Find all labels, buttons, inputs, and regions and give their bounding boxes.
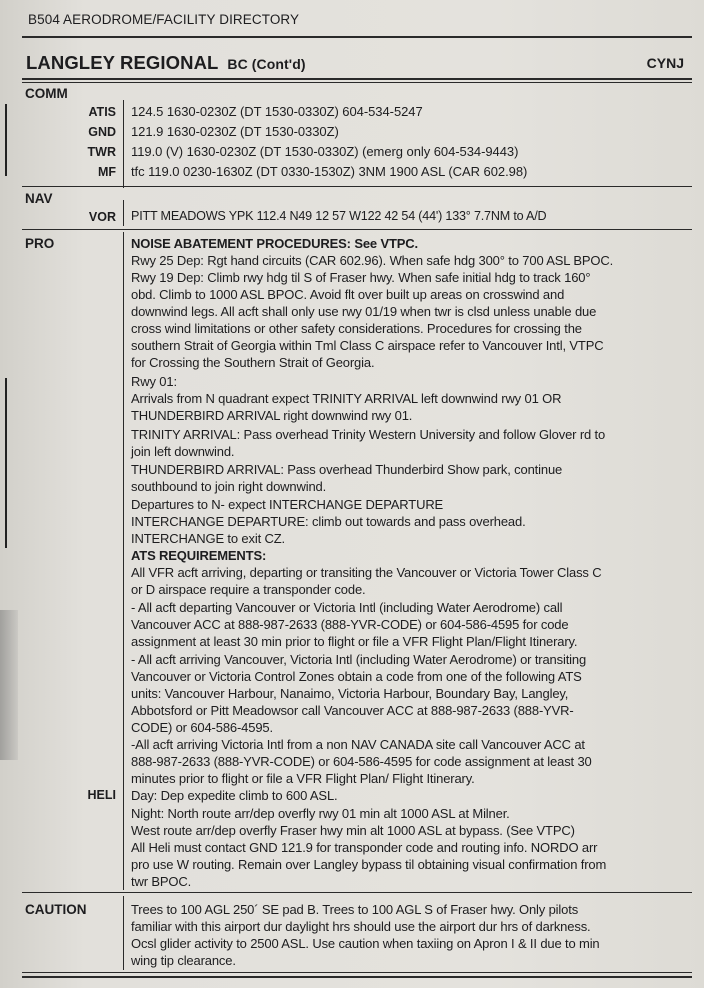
pro-line: southbound to join right downwind. — [131, 479, 327, 494]
pro-line: for Crossing the Southern Strait of Georgia. — [131, 355, 375, 370]
heli-line: Day: Dep expedite climb to 600 ASL. — [131, 788, 338, 803]
pro-line: ATS REQUIREMENTS: — [131, 548, 267, 563]
pro-line: obd. Climb to 1000 ASL BPOC. Avoid flt over built up areas on crosswind and — [131, 287, 565, 302]
pro-line: Rwy 19 Dep: Climb rwy hdg til S of Fraser hwy. When safe initial hdg to track 160° — [131, 270, 591, 285]
pro-line: Vancouver or Victoria Control Zones obtain a code from one of the following ATS — [131, 669, 582, 684]
twr-row: 119.0 (V) 1630-0230Z (DT 1530-0330Z) (emerg only 604-534-9443) — [131, 144, 519, 159]
pro-line: Rwy 01: — [131, 374, 177, 389]
comm-separator — [123, 100, 124, 188]
pro-line: or D airspace require a transponder code. — [131, 582, 366, 597]
pro-line: Vancouver ACC at 888-987-2633 (888-YVR-CODE) or 604-586-4595 for code — [131, 617, 569, 632]
pro-line: CODE) or 604-586-4595. — [131, 720, 273, 735]
header-rule — [22, 36, 692, 38]
pro-line: downwind legs. All acft shall only use rwy 01/19 when twr is clsd unless unable due — [131, 304, 597, 319]
comm-rule — [22, 186, 692, 187]
mf-row: tfc 119.0 0230-1630Z (DT 0330-1530Z) 3NM 1900 ASL (CAR 602.98) — [131, 164, 528, 179]
aerodrome-subtitle: BC (Cont'd) — [227, 56, 306, 72]
pro-label: PRO — [25, 236, 55, 251]
heli-label: HELI — [87, 788, 116, 802]
title-rule-bottom — [22, 82, 692, 83]
gnd-row: 121.9 1630-0230Z (DT 1530-0330Z) — [131, 124, 339, 139]
pro-line: TRINITY ARRIVAL: Pass overhead Trinity Western University and follow Glover rd to — [131, 427, 606, 442]
pro-line: - All acft arriving Vancouver, Victoria Intl (including Water Aerodrome) or transiting — [131, 652, 587, 667]
pro-line: Rwy 25 Dep: Rgt hand circuits (CAR 602.96). When safe hdg 300° to 700 ASL BPOC. — [131, 253, 614, 268]
nav-label: NAV — [25, 191, 53, 206]
pro-separator — [123, 232, 124, 890]
heli-line: Night: North route arr/dep overfly rwy 01 min alt 1000 ASL at Milner. — [131, 806, 510, 821]
atis-label: ATIS — [88, 105, 116, 119]
pro-line: Abbotsford or Pitt Meadowsor call Vancouver ACC at 888-987-2633 (888-YVR- — [131, 703, 574, 718]
caution-line: Trees to 100 AGL 250´ SE pad B. Trees to 100 AGL S of Fraser hwy. Only pilots — [131, 902, 579, 917]
pro-line: INTERCHANGE DEPARTURE: climb out towards and pass overhead. — [131, 514, 526, 529]
pro-rule — [22, 892, 692, 893]
pro-line: -All acft arriving Victoria Intl from a non NAV CANADA site call Vancouver ACC at — [131, 737, 585, 752]
comm-label: COMM — [25, 86, 68, 101]
scan-smudge — [0, 610, 18, 760]
heli-line: West route arr/dep overfly Fraser hwy min alt 1000 ASL at bypass. (See VTPC) — [131, 823, 575, 838]
twr-label: TWR — [87, 145, 116, 159]
pro-line: - All acft departing Vancouver or Victoria Intl (including Water Aerodrome) call — [131, 600, 563, 615]
footer-rule-top — [22, 972, 692, 973]
caution-label: CAUTION — [25, 902, 87, 917]
pro-line: units: Vancouver Harbour, Nanaimo, Victoria Harbour, Boundary Bay, Langley, — [131, 686, 569, 701]
change-bar-comm — [5, 104, 7, 176]
caution-line: wing tip clearance. — [131, 953, 236, 968]
heli-line: All Heli must contact GND 121.9 for transponder code and routing info. NORDO arr — [131, 840, 598, 855]
caution-line: Ocsl glider activity to 2500 ASL. Use caution when taxiing on Apron I & II due to min — [131, 936, 600, 951]
pro-line: cross wind limitations or other safety considerations. Procedures for crossing the — [131, 321, 582, 336]
title-rule-top — [22, 78, 692, 80]
footer-rule-bottom — [22, 976, 692, 978]
gnd-label: GND — [88, 125, 116, 139]
pro-line: INTERCHANGE to exit CZ. — [131, 531, 286, 546]
vor-label: VOR — [88, 210, 116, 224]
aerodrome-name: LANGLEY REGIONAL — [26, 52, 219, 73]
mf-label: MF — [97, 165, 116, 179]
pro-line: 888-987-2633 (888-YVR-CODE) or 604-586-4595 for code assignment at least 30 — [131, 754, 592, 769]
aerodrome-ident: CYNJ — [646, 55, 684, 71]
pro-line: southern Strait of Georgia within Tml Class C airspace refer to Vancouver Intl, VTPC — [131, 338, 604, 353]
caution-separator — [123, 896, 124, 970]
nav-separator — [123, 200, 124, 226]
aerodrome-title — [26, 52, 306, 74]
pro-line: Departures to N- expect INTERCHANGE DEPARTURE — [131, 497, 444, 512]
change-bar-pro — [5, 378, 7, 548]
caution-line: familiar with this airport dur daylight hrs should use the airport dur hrs of darkness. — [131, 919, 591, 934]
pro-line: THUNDERBIRD ARRIVAL right downwind rwy 01. — [131, 408, 413, 423]
heli-line: pro use W routing. Remain over Langley bypass til obtaining visual confirmation from — [131, 857, 607, 872]
pro-line: All VFR acft arriving, departing or transiting the Vancouver or Victoria Tower Class C — [131, 565, 602, 580]
pro-line: Arrivals from N quadrant expect TRINITY ARRIVAL left downwind rwy 01 OR — [131, 391, 562, 406]
pro-line: NOISE ABATEMENT PROCEDURES: See VTPC. — [131, 236, 418, 251]
page-header: B504 AERODROME/FACILITY DIRECTORY — [28, 12, 300, 27]
atis-row: 124.5 1630-0230Z (DT 1530-0330Z) 604-534-5247 — [131, 104, 423, 119]
pro-line: THUNDERBIRD ARRIVAL: Pass overhead Thunderbird Show park, continue — [131, 462, 563, 477]
pro-line: assignment at least 30 min prior to flight or file a VFR Flight Plan/Flight Itinerary. — [131, 634, 578, 649]
nav-rule — [22, 229, 692, 230]
vor-row: PITT MEADOWS YPK 112.4 N49 12 57 W122 42 54 (44') 133° 7.7NM to A/D — [131, 209, 547, 223]
pro-line: minutes prior to flight or file a VFR Flight Plan/ Flight Itinerary. — [131, 771, 475, 786]
pro-line: join left downwind. — [131, 444, 235, 459]
heli-line: twr BPOC. — [131, 874, 192, 889]
